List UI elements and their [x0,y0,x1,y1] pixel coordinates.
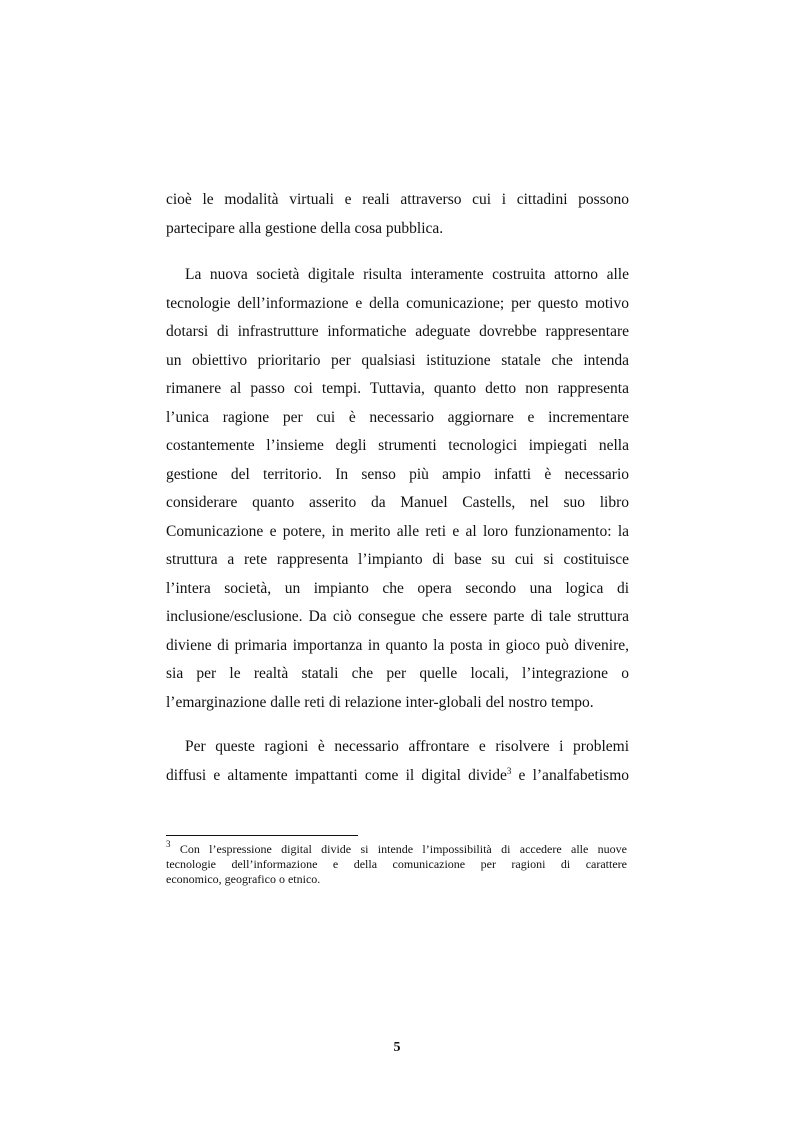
text-line: struttura a rete rappresenta l’impianto di base su cui si costituisce [166,551,629,568]
footnote-line: tecnologie dell’informazione e della comunicazione per ragioni di carattere [166,857,627,871]
page-number: 5 [393,1040,401,1055]
paragraph-3 [166,733,629,790]
text-segment: diffusi e altamente impattanti come il digital divide [166,766,507,784]
text-segment: e l’analfabetismo [511,766,629,784]
text-line: gestione del territorio. In senso più ampio infatti è necessario [166,465,629,483]
footnote-reference[interactable]: 3 [506,765,512,776]
text-line: dotarsi di infrastrutture informatiche adeguate dovrebbe rappresentare [166,323,629,340]
footnote [166,839,627,887]
text-line: Per queste ragioni è necessario affrontare e risolvere i problemi [185,738,629,755]
text-line [166,762,629,791]
text-line: rimanere al passo coi tempi. Tuttavia, quanto detto non rappresenta [166,380,629,397]
text-line: l’intera società, un impianto che opera secondo una logica di [166,579,629,597]
footnote-line: economico, geografico o etnico. [166,872,321,886]
text-line: diviene di primaria importanza in quanto la posta in gioco può divenire, [166,636,629,654]
footnote-marker: 3 [166,839,171,849]
paragraph-1 [166,186,629,243]
text-line: cioè le modalità virtuali e reali attraverso cui i cittadini possono [166,191,629,208]
text-line: l’unica ragione per cui è necessario aggiornare e incrementare [166,408,629,426]
text-line: sia per le realtà statali che per quelle locali, l’integrazione o [166,665,629,682]
text-line: considerare quanto asserito da Manuel Castells, nel suo libro [166,494,629,511]
paragraph-2 [166,261,629,717]
text-line: un obiettivo prioritario per qualsiasi istituzione statale che intenda [166,351,629,369]
footnote-separator [166,835,358,836]
text-line: tecnologie dell’informazione e della comunicazione; per questo motivo [166,294,629,312]
text-line: partecipare alla gestione della cosa pubblica. [166,219,444,237]
footnote-line [166,839,627,857]
text-line: Comunicazione e potere, in merito alle reti e al loro funzionamento: la [166,522,629,540]
text-line: l’emarginazione dalle reti di relazione inter-globali del nostro tempo. [166,693,594,711]
text-line: costantemente l’insieme degli strumenti tecnologici impiegati nella [166,437,629,454]
footnote-text: Con l’espressione digital divide si intende l’impossibilità di accedere alle nuove [170,842,627,856]
text-line: La nuova società digitale risulta interamente costruita attorno alle [185,266,629,283]
text-line: inclusione/esclusione. Da ciò consegue che essere parte di tale struttura [166,608,629,625]
